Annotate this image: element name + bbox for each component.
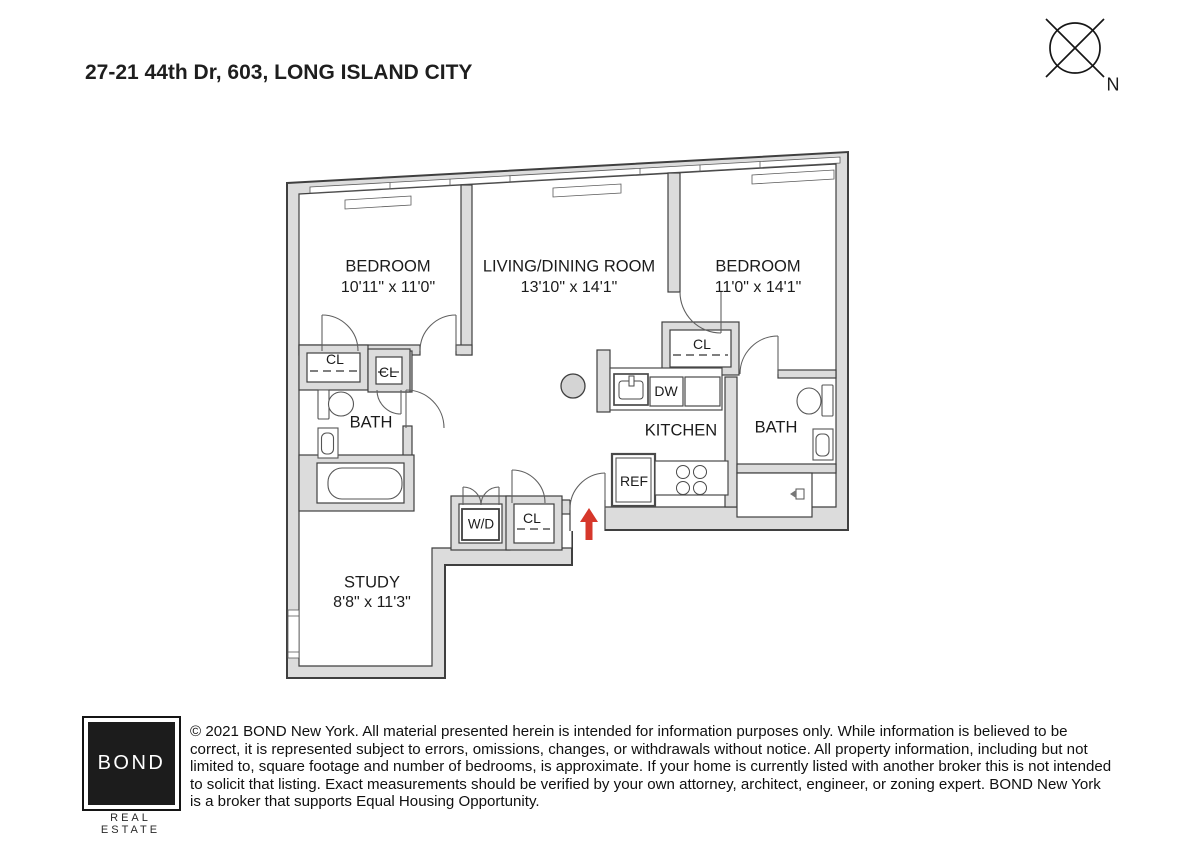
disclaimer-line: correct, it is represented subject to errors, omissions, changes, or withdrawals without notice. All property information, including but not — [190, 740, 1088, 758]
room-label-living: LIVING/DINING ROOM — [482, 257, 656, 276]
disclaimer-line: is a broker that supports Equal Housing Opportunity. — [190, 793, 540, 811]
washer-dryer-label: W/D — [467, 516, 495, 532]
page-title: 27-21 44th Dr, 603, LONG ISLAND CITY — [85, 61, 473, 84]
left-wall-window — [288, 610, 299, 658]
dishwasher-label: DW — [654, 383, 678, 399]
refrigerator-label: REF — [620, 473, 648, 489]
bathtub-icon — [328, 468, 402, 499]
room-dims-bedroom-right: 11'0" x 14'1" — [714, 279, 802, 296]
room-dims-bedroom-left: 10'11" x 11'0" — [340, 279, 436, 296]
sink-icon-left — [318, 428, 338, 458]
compass-icon — [1046, 19, 1104, 77]
room-label-study: STUDY — [344, 573, 400, 592]
closet-label-kitchen: CL — [693, 336, 711, 352]
disclaimer-line: to solicit that listing. Exact measurements should be verified by your own attorney, architect, engineer, or zoning expert. BOND New York — [190, 775, 1101, 793]
bond-logo — [82, 716, 181, 811]
closet-label-1: CL — [326, 351, 344, 367]
room-dims-study: 8'8" x 11'3" — [333, 594, 411, 611]
room-label-bath-left: BATH — [349, 413, 393, 432]
room-dims-living: 13'10" x 14'1" — [520, 279, 618, 296]
bond-logo-square — [88, 722, 175, 805]
disclaimer-line: limited to, square footage and number of bedrooms, is approximate. If your home is currently listed with another broker this is not intended — [190, 758, 1112, 776]
counter-cabinet — [685, 377, 720, 406]
compass-north-label: N — [1106, 74, 1120, 95]
sink-icon-right — [813, 429, 833, 460]
toilet-icon-right — [797, 385, 833, 416]
column-icon — [561, 374, 585, 398]
room-label-bath-right: BATH — [754, 418, 798, 437]
shower-stall — [737, 473, 812, 517]
closet-label-2: CL — [379, 364, 397, 380]
disclaimer-line: © 2021 BOND New York. All material presented herein is intended for information purposes only. While information is believed to be — [190, 723, 1068, 740]
bond-logo-tagline: REAL ESTATE — [100, 812, 161, 836]
bond-logo-brand: BOND — [97, 752, 166, 774]
room-label-bedroom-left: BEDROOM — [345, 257, 431, 276]
disclaimer-text — [190, 723, 1111, 811]
closet-label-entry: CL — [523, 510, 541, 526]
room-label-bedroom-right: BEDROOM — [715, 257, 801, 276]
room-label-kitchen: KITCHEN — [644, 421, 718, 440]
kitchen-sink-icon — [614, 374, 648, 405]
stove-icon — [655, 461, 728, 495]
